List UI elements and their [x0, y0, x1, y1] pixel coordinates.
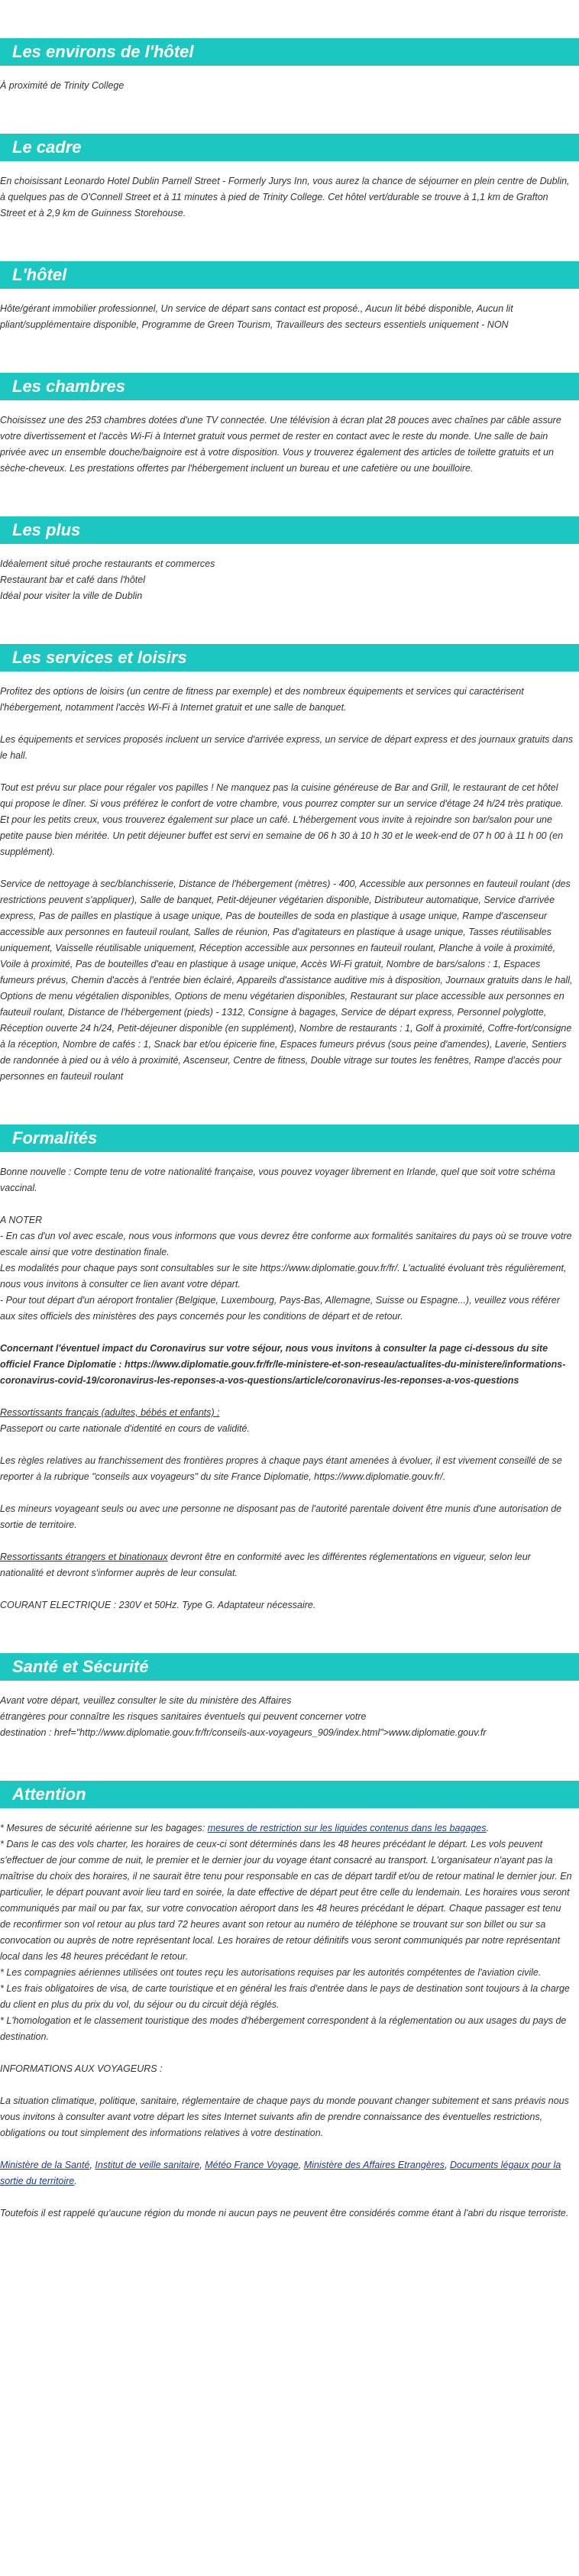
services-paragraph: Service de nettoyage à sec/blanchisserie, Distance de l'hébergement (mètres) - 400, Accessible aux personnes en fauteuil roulant (des restrictions peuvent s'appliquer), Salle de banquet, Petit-déjeuner végétarien disponible, Distributeur automatique, Service d'arrivée express, Pas de pailles en plastique à usage unique, Pas de bouteilles de soda en plastique à usage unique, Rampe d'ascenseur accessible aux personnes en fauteuil roulant, Salles de réunion, Pas d'agitateurs en plastique à usage unique, Tasses réutilisables uniquement, Vaisselle réutilisable uniquement, Réception accessible aux personnes en fauteuil roulant, Planche à voile à proximité, Voile à proximité, Pas de bouteilles d'eau en plastique à usage unique, Accès Wi-Fi gratuit, Nombre de bars/salons : 1, Espaces fumeurs prévus, Chemin d'accès à l'entrée bien éclairé, Appareils d'assistance auditive mis à disposition, Journaux gratuits dans le hall, Options de menu végétalien disponibles, Options de menu végétarien disponibles, Restaurant sur place accessible aux personnes en fauteuil roulant, Distance de l'hébergement (pieds) - 1312, Consigne à bagages, Service de départ express, Personnel polyglotte, Réception ouverte 24 h/24, Petit-déjeuner disponible (en supplément), Nombre de restaurants : 1, Golf à proximité, Coffre-fort/consigne à la réception, Nombre de cafés : 1, Snack bar et/ou épicerie fine, Espaces fumeurs prévus (sous peine d'amendes), Laverie, Sentiers de randonnée à pied ou à vélo à proximité, Ascenseur, Centre de fitness, Double vitrage sur toutes les fenêtres, Rampe d'accès pour personnes en fauteuil roulant	[0, 879, 573, 1082]
section-heading-chambres: Les chambres	[0, 373, 579, 400]
ressortissants-block	[0, 1405, 573, 1437]
section-heading-formalites: Formalités	[0, 1125, 579, 1152]
bagages-line	[0, 1820, 573, 1837]
services-paragraph: Tout est prévu sur place pour régaler vos papilles ! Ne manquez pas la cuisine généreuse de Bar and Grill, le restaurant de cet hôtel qui propose le dîner. Si vous préférez le confort de votre chambre, vous pourrez compter sur un service d'étage 24 h/24 très pratique. Et pour les petits creux, vous trouverez également sur place un café. L'hébergement vous invite à rejoindre son bar/salon pour une petite pause bien méritée. Un petit déjeuner buffet est servi en semaine de 06 h 30 à 10 h 30 et le week-end de 07 h 00 à 11 h 00 (en supplément).	[0, 782, 564, 857]
section-formalites	[0, 1125, 579, 1613]
info-text: La situation climatique, politique, sanitaire, réglementaire de chaque pays du monde pouvant changer subitement et sans préavis nous vous invitons à consulter avant votre départ les sites Internet suivants afin de prendre connaissance des éventuelles restrictions, obligations ou tout simplement des informations relatives à votre destination.	[0, 2095, 569, 2138]
link-affaires-etrangeres[interactable]: Ministère des Affaires Etrangères	[303, 2160, 445, 2170]
section-cadre	[0, 134, 579, 222]
link-end: .	[74, 2176, 77, 2186]
sante-line: destination : href="http://www.diplomatie.gouv.fr/fr/conseils-aux-voyageurs_909/index.html">www.diplomatie.gouv.fr	[0, 1727, 487, 1738]
section-services	[0, 644, 579, 1085]
section-sante	[0, 1653, 579, 1741]
formalites-note	[0, 1212, 573, 1325]
sante-line: étrangères pour connaître les risques sanitaires éventuels qui peuvent concerner votre	[0, 1711, 367, 1722]
attention-bullet: * Les compagnies aériennes utilisées ont toutes reçu les autorisations requises par les autorités compétentes de l'aviation civile.	[0, 1967, 542, 1978]
plus-line: Idéalement situé proche restaurants et commerces	[0, 558, 215, 569]
section-plus	[0, 516, 579, 604]
ressortissants-text: Passeport ou carte nationale d'identité en cours de validité.	[0, 1423, 250, 1434]
bagages-restriction-link[interactable]: mesures de restriction sur les liquides contenus dans les bagages	[207, 1823, 487, 1833]
cadre-text: En choisissant Leonardo Hotel Dublin Parnell Street - Formerly Jurys Inn, vous aurez la chance de séjourner en plein centre de Dublin, à quelques pas de O'Connell Street et à 11 minutes à pied de Trinity College. Cet hôtel vert/durable se trouve à 1,1 km de Grafton Street et à 2,9 km de Guinness Storehouse.	[0, 176, 570, 218]
plus-line: Idéal pour visiter la ville de Dublin	[0, 591, 143, 601]
hotel-text: Hôte/gérant immobilier professionnel, Un service de départ sans contact est proposé., Aucun lit bébé disponible, Aucun lit pliant/supplémentaire disponible, Programme de Green Tourism, Travailleurs des secteurs essentiels uniquement - NON	[0, 303, 513, 330]
coronavirus-notice: Concernant l'éventuel impact du Coronavirus sur votre séjour, nous vous invitons à consulter la page ci-dessous du site officiel France Diplomatie : https://www.diplomatie.gouv.fr/fr/le-ministere-et-son-reseau/actualites-du-ministere/informations-coronavirus-covid-19/coronavirus-les-reponses-a-vos-questions/article/coronavirus-les-reponses-a-vos-questions	[0, 1343, 566, 1386]
section-environs	[0, 38, 579, 94]
note-line: - Pour tout départ d'un aéroport frontalier (Belgique, Luxembourg, Pays-Bas, Allemagne, Suisse ou Espagne...), veuillez vous référer aux sites officiels des ministères des pays concernés pour les conditions de départ et de retour.	[0, 1295, 560, 1322]
mineurs-text: Les mineurs voyageant seuls ou avec une personne ne disposant pas de l'autorité parentale doivent être munis d'une autorisation de sortie de territoire.	[0, 1503, 562, 1530]
note-line: - En cas d'un vol avec escale, nous vous informons que vous devrez être conforme aux formalités sanitaires du pays où se trouve votre escale ainsi que votre destination finale.	[0, 1231, 572, 1257]
section-heading-plus: Les plus	[0, 516, 579, 544]
link-documents-legaux[interactable]: Documents légaux pour la sortie du territoire	[0, 2160, 561, 2186]
attention-bullet: * L'homologation et le classement touristique des modes d'hébergement correspondent à la réglementation ou aux usages du pays de destination.	[0, 2015, 567, 2042]
link-separator: ,	[89, 2160, 95, 2170]
etrangers-rest: devront être en conformité avec les différentes réglementations en vigueur, selon leur nationalité et devront s'informer auprès de leur consulat.	[0, 1552, 531, 1578]
formalites-intro: Bonne nouvelle : Compte tenu de votre nationalité française, vous pouvez voyager librement en Irlande, quel que soit votre schéma vaccinal.	[0, 1167, 555, 1193]
regles-text: Les règles relatives au franchissement des frontières propres à chaque pays étant amenées à évoluer, il est vivement conseillé de se reporter à la rubrique "conseils aux voyageurs" du site France Diplomatie, https://www.diplomatie.gouv.fr/.	[0, 1455, 562, 1482]
plus-line: Restaurant bar et café dans l'hôtel	[0, 574, 146, 585]
etrangers-text	[0, 1549, 573, 1581]
section-heading-cadre: Le cadre	[0, 134, 579, 161]
section-chambres	[0, 373, 579, 477]
services-paragraph: Profitez des options de loisirs (un centre de fitness par exemple) et des nombreux équipements et services qui caractérisent l'hébergement, notamment l'accès Wi-Fi à Internet gratuit et une salle de banquet.	[0, 686, 524, 713]
info-title: INFORMATIONS AUX VOYAGEURS :	[0, 2063, 163, 2074]
sante-line: Avant votre départ, veuillez consulter le site du ministère des Affaires	[0, 1695, 292, 1706]
section-heading-environs: Les environs de l'hôtel	[0, 38, 579, 66]
link-separator: ,	[298, 2160, 304, 2170]
bagages-suffix: .	[486, 1823, 489, 1833]
section-hotel	[0, 261, 579, 333]
environs-text: À proximité de Trinity College	[0, 80, 125, 91]
link-separator: ,	[199, 2160, 205, 2170]
info-links	[0, 2157, 573, 2189]
services-paragraph: Les équipements et services proposés incluent un service d'arrivée express, un service de départ express et des journaux gratuits dans le hall.	[0, 734, 574, 761]
note-line: Les modalités pour chaque pays sont consultables sur le site https://www.diplomatie.gouv.fr/fr/. L'actualité évoluant très régulièrement, nous vous invitons à consulter ce lien avant votre départ.	[0, 1263, 567, 1290]
section-heading-hotel: L'hôtel	[0, 261, 579, 289]
link-ministere-sante[interactable]: Ministère de la Santé	[0, 2160, 90, 2170]
courant-text: COURANT ELECTRIQUE : 230V et 50Hz. Type G. Adaptateur nécessaire.	[0, 1600, 316, 1610]
section-attention	[0, 1781, 579, 2222]
attention-bullet: * Dans le cas des vols charter, les horaires de ceux-ci sont déterminés dans les 48 heures précédant le départ. Les vols peuvent s'effectuer de jour comme de nuit, le premier et le dernier jour du voyage étant consacré au transport. L'organisateur n'ayant pas la maîtrise du choix des horaires, il ne saurait être tenu pour responsable en cas de départ tardif et/ou de retour matinal le dernier jour. En particulier, le départ pouvant avoir lieu tard en soirée, la date effective de départ peut être celle du lendemain. Les horaires vous seront communiqués par mail ou par fax, sur votre convocation aéroport dans les 48 heures précédant le départ. Chaque passager est tenu de reconfirmer son vol retour au plus tard 72 heures avant son retour au numéro de téléphone se trouvant sur son billet ou sur sa convocation ou auprès de notre représentant local. Les horaires de retour définitifs vous seront communiqués par notre représentant local dans les 48 heures précédant le retour.	[0, 1839, 572, 1962]
link-institut-veille-sanitaire[interactable]: Institut de veille sanitaire	[95, 2160, 200, 2170]
attention-bullet: * Les frais obligatoires de visa, de carte touristique et en général les frais d'entrée dans le pays de destination sont toujours à la charge du client en plus du prix du vol, du séjour ou du circuit déjà réglés.	[0, 1983, 570, 2010]
closing-text: Toutefois il est rappelé qu'aucune région du monde ni aucun pays ne peuvent être considérés comme étant à l'abri du risque terroriste.	[0, 2208, 569, 2218]
attention-bullets	[0, 1820, 573, 2045]
link-separator: ,	[445, 2160, 451, 2170]
section-heading-services: Les services et loisirs	[0, 644, 579, 672]
bagages-prefix: * Mesures de sécurité aérienne sur les bagages:	[0, 1823, 208, 1833]
link-meteo-france[interactable]: Météo France Voyage	[205, 2160, 299, 2170]
ressortissants-heading: Ressortissants français (adultes, bébés et enfants) :	[0, 1407, 220, 1418]
note-line: A NOTER	[0, 1215, 43, 1225]
etrangers-heading: Ressortissants étrangers et binationaux	[0, 1552, 168, 1562]
section-heading-attention: Attention	[0, 1781, 579, 1808]
chambres-text: Choisissez une des 253 chambres dotées d'une TV connectée. Une télévision à écran plat 28 pouces avec chaînes par câble assure votre divertissement et l'accès Wi-Fi à Internet gratuit vous permet de rester en contact avec le reste du monde. Une salle de bain privée avec un ensemble douche/baignoire est à votre disposition. Vous y trouverez également des articles de toilette gratuits et un sèche-cheveux. Les prestations offertes par l'hébergement incluent un bureau et une cafetière ou une bouilloire.	[0, 415, 561, 474]
section-heading-sante: Santé et Sécurité	[0, 1653, 579, 1681]
